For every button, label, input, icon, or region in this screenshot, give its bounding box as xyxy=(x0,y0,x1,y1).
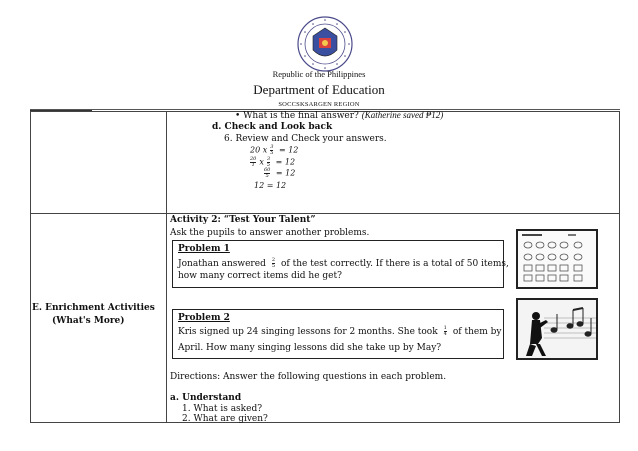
question-what-is-asked: 1. What is asked? xyxy=(182,404,263,414)
enrichment-label: E. Enrichment Activities xyxy=(32,303,155,313)
problem-1-line-2: how many correct items did he get? xyxy=(178,271,342,281)
problem-1-line-1: Jonathan answered $\frac{2}{5}$ of the test correctly. If there is a total of 50 items, xyxy=(178,257,509,269)
republic-heading: Republic of the Philippines xyxy=(272,69,366,79)
deped-seal-logo xyxy=(297,16,353,72)
whats-more-label: (What's More) xyxy=(52,316,125,326)
final-answer-bullet: • What is the final answer? (Katherine saved ₱12) xyxy=(235,110,444,121)
problem-2-line-1: Kris signed up 24 singing lessons for 2 months. She took $\frac{1}{4}$ of them by xyxy=(178,325,502,337)
step-understand: a. Understand xyxy=(170,393,242,403)
problem-2-title: Problem 2 xyxy=(178,313,230,323)
singer-music-notes-image xyxy=(518,300,596,358)
directions-text: Directions: Answer the following questions in each problem. xyxy=(170,372,447,382)
table-row-divider xyxy=(30,213,620,214)
problem-2-line-2: April. How many singing lessons did she take up by May? xyxy=(178,343,442,353)
problem-1-title: Problem 1 xyxy=(178,244,230,254)
activity-intro: Ask the pupils to answer another problems. xyxy=(170,228,370,238)
question-what-are-given: 2. What are given? xyxy=(182,414,268,424)
step-check-look-back: d. Check and Look back xyxy=(212,122,333,132)
worksheet-picture xyxy=(516,229,598,289)
activity-title: Activity 2: “Test Your Talent” xyxy=(170,215,316,225)
equation-3: $\frac{60}{5}$ = 12 xyxy=(264,167,296,179)
region-heading: SOCCSKSARGEN REGION xyxy=(278,101,360,108)
equation-2: $\frac{20}{1}$ x $\frac{3}{5}$ = 12 xyxy=(250,156,296,168)
equation-1: 20 x $\frac{3}{5}$ = 12 xyxy=(250,144,299,156)
worksheet-image xyxy=(518,231,596,287)
step-review-answers: 6. Review and Check your answers. xyxy=(224,134,387,144)
singing-picture xyxy=(516,298,598,360)
table-column-divider xyxy=(166,111,167,423)
department-heading: Department of Education xyxy=(253,82,385,97)
equation-4: 12 = 12 xyxy=(254,181,287,190)
